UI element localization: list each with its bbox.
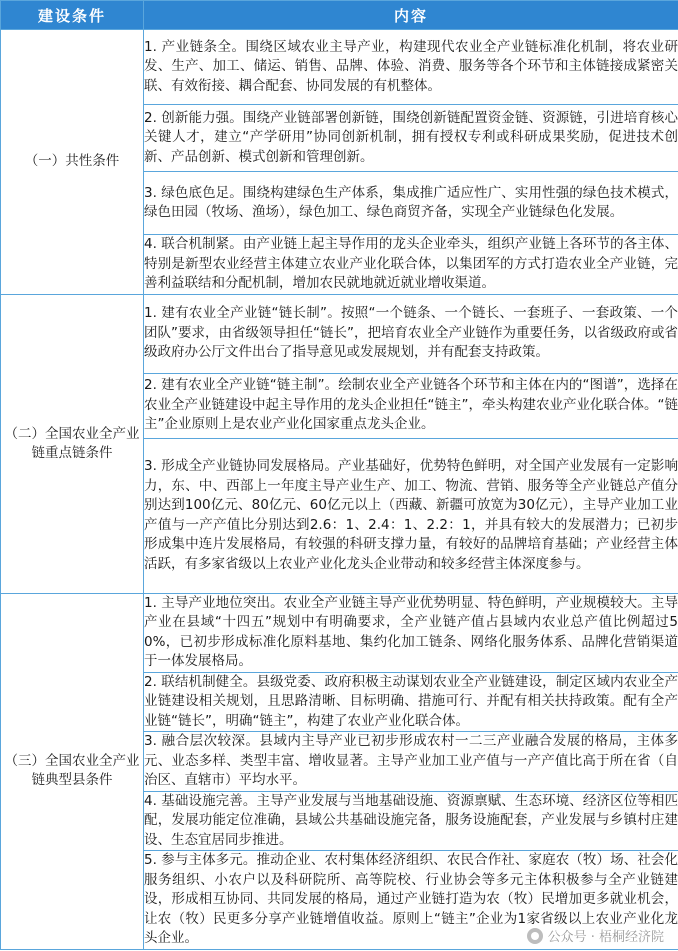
table-row xyxy=(1,593,678,672)
header-conditions: 建设条件 xyxy=(1,1,144,30)
table-header-row xyxy=(1,1,678,30)
wechat-logo-icon xyxy=(527,928,543,944)
condition-item: 3. 形成全产业链协同发展格局。产业基础好，优势特色鲜明，对全国产业发展有一定影响力，东、中、西部上一年度主导产业生产、加工、物流、营销、服务等全产业链总产值分别达到100亿元、80亿元、60亿元以上（西藏、新疆可放宽为30亿元），主导产业加工业产值与一产产值比分别达到2.6：1、2.4：1、2.2：1，并具有较大的发展潜力；已初步形成集中连片发展格局，有较强的科研支撑力量，有较好的品牌培育基础；产业经营主体活跃，有多家省级以上农业产业化龙头企业带动和较多经营主体深度参与。 xyxy=(144,438,678,593)
condition-item: 3. 融合层次较深。县域内主导产业已初步形成农村一二三产业融合发展的格局，主体多元、业态多样、类型丰富、增收显著。主导产业加工业产值与一产产值比高于所在省（自治区、直辖市）平均水平。 xyxy=(144,732,678,792)
condition-item: 1. 主导产业地位突出。农业全产业链主导产业优势明显、特色鲜明，产业规模较大。主导产业在县域“十四五”规划中有明确要求，全产业链产值占县域内农业总产值比例超过50%，已初步形成标准化原料基地、集约化加工链条、网络化服务体系、品牌化营销渠道于一体发展格局。 xyxy=(144,593,678,672)
condition-item: 4. 联合机制紧。由产业链上起主导作用的龙头企业牵头，组织产业链上各环节的各主体、特别是新型农业经营主体建立农业产业化联合体，以集团军的方式打造农业全产业链，完善利益联结和分配机制，增加农民就地就近就业增收渠道。 xyxy=(144,235,678,295)
section-title-typical-county: （三）全国农业全产业链典型县条件 xyxy=(1,593,144,949)
condition-item: 2. 创新能力强。围绕产业链部署创新链，围绕创新链配置资金链、资源链，引进培育核心关键人才，建立“产学研用”协同创新机制，拥有授权专利或科研成果奖励，促进技术创新、产品创新、模式创新和管理创新。 xyxy=(144,105,678,172)
condition-item: 5. 参与主体多元。推动企业、农村集体经济组织、农民合作社、家庭农（牧）场、社会化服务组织、小农户以及科研院所、高等院校、行业协会等多元主体积极参与全产业链建设，形成相互协同、共同发展的格局，通过产业链打造为农（牧）民增加更多就业机会，让农（牧）民更多分享产业链增值收益。原则上“链主”企业为1家省级以上农业产业化龙头企业。 xyxy=(144,851,678,950)
condition-item: 1. 产业链条全。围绕区域农业主导产业，构建现代农业全产业链标准化机制，将农业研发、生产、加工、储运、销售、品牌、体验、消费、服务等各个环节和主体链接成紧密关联、有效衔接、耦合配套、协同发展的有机整体。 xyxy=(144,30,678,105)
condition-item: 2. 建有农业全产业链“链主制”。绘制农业全产业链各个环节和主体在内的“图谱”，选择在农业全产业链建设中起主导作用的龙头企业担任“链主”，牵头构建农业产业化联合体。“链主”企业原则上是农业产业化国家重点龙头企业。 xyxy=(144,373,678,438)
condition-item: 2. 联结机制健全。县级党委、政府积极主动谋划农业全产业链建设，制定区域内农业全产业链建设相关规划，且思路清晰、目标明确、措施可行、并配有相关扶持政策。配有全产业链“链长”，明确“链主”，构建了农业产业化联合体。 xyxy=(144,672,678,732)
condition-item: 1. 建有农业全产业链“链长制”。按照“一个链条、一个链长、一套班子、一套政策、一个团队”要求，由省级领导担任“链长”，把培育农业全产业链作为重要任务，以省级政府或省级政府办公厅文件出台了指导意见或发展规划，并有配套支持政策。 xyxy=(144,294,678,373)
condition-item: 4. 基础设施完善。主导产业发展与当地基础设施、资源禀赋、生态环境、经济区位等相匹配，发展功能定位准确，县域公共基础设施完备，服务设施配套，产业发展与乡镇村庄建设、生态宜居同步推进。 xyxy=(144,791,678,851)
table-row xyxy=(1,30,678,105)
watermark xyxy=(527,926,664,945)
header-content: 内容 xyxy=(144,1,678,30)
section-title-key-chain: （二）全国农业全产业链重点链条件 xyxy=(1,294,144,593)
watermark-text: 公众号 · 梧桐经济院 xyxy=(547,930,664,945)
section-title-common: （一）共性条件 xyxy=(1,30,144,295)
condition-item: 3. 绿色底色足。围绕构建绿色生产体系，集成推广适应性广、实用性强的绿色技术模式，绿色田园（牧场、渔场），绿色加工、绿色商贸齐备，实现全产业链绿色化发展。 xyxy=(144,172,678,235)
table-row xyxy=(1,294,678,373)
